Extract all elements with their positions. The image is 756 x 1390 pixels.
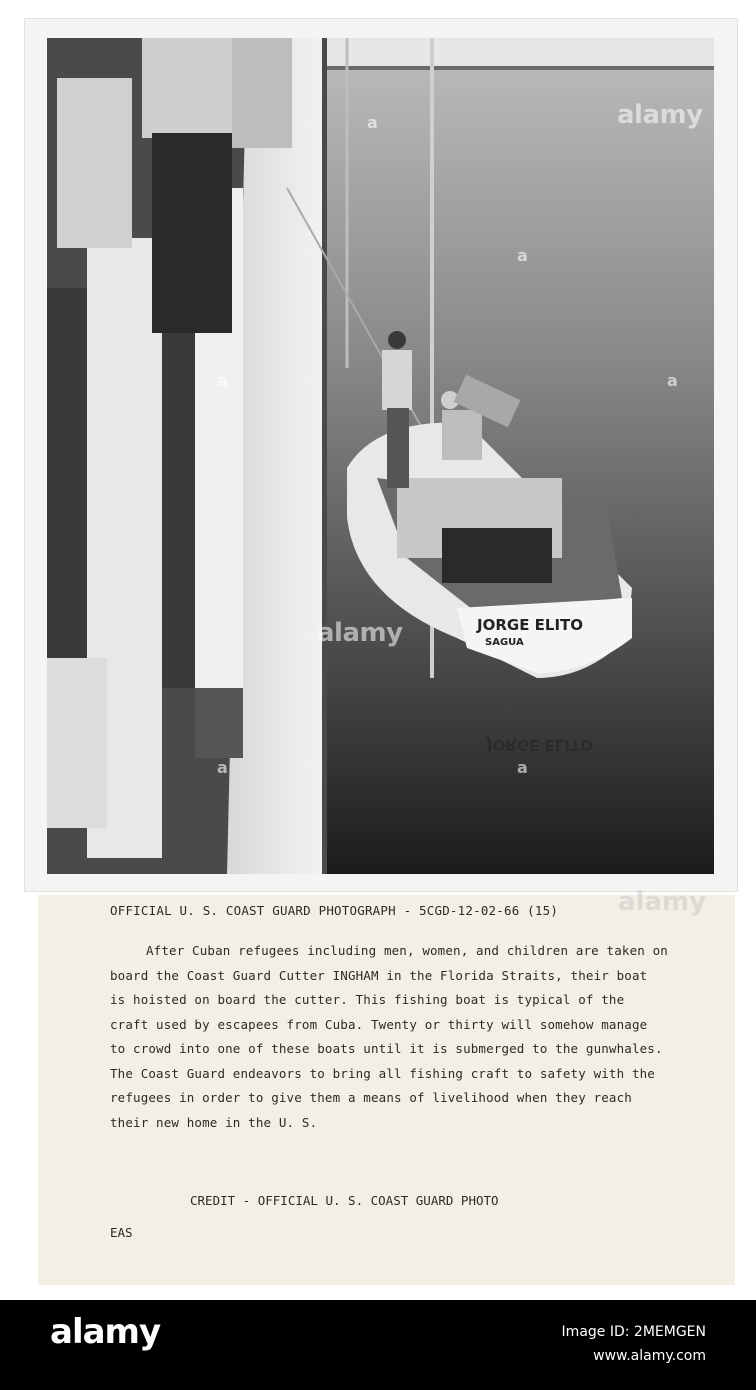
- alamy-watermark-caption: alamy: [618, 887, 707, 917]
- caption-body: After Cuban refugees including men, women, and children are taken on board the Coast Guard Cutter INGHAM in the Florida Straits, their boat is hoisted on board the cutter. This fishing boat is typical of the craft used by escapees from Cuba. Twenty or thirty will somehow manage to crowd into one of these boats until it is submerged to the gunwhales. The Coast Guard endeavors to bring all fishing craft to safety with the refugees in order to give them a means of livelihood when they reach their new home in the U. S.: [110, 943, 668, 1130]
- stock-footer: [0, 1300, 756, 1390]
- site-url[interactable]: www.alamy.com: [593, 1348, 706, 1364]
- photo-illustration: [47, 38, 714, 874]
- woman-figure: [442, 410, 482, 460]
- sailor-two: [232, 38, 292, 148]
- caption-card: [38, 887, 735, 1285]
- horizon: [317, 66, 714, 70]
- alamy-watermark-center: alamy: [317, 618, 403, 648]
- alamy-a-mark: a: [517, 758, 528, 777]
- boat-reflection: JORGE ELITO: [487, 736, 594, 754]
- stanchion-base: [195, 688, 243, 758]
- caption-header: OFFICIAL U. S. COAST GUARD PHOTOGRAPH - 5CGD-12-02-66 (15): [110, 903, 559, 918]
- canvas-bag: [47, 658, 107, 828]
- caption-credit: CREDIT - OFFICIAL U. S. COAST GUARD PHOTO: [190, 1193, 499, 1208]
- man-cap: [388, 331, 406, 349]
- winch: [57, 78, 132, 248]
- alamy-watermark: alamy: [617, 100, 703, 130]
- man-in-boat: [382, 350, 412, 410]
- man-trousers: [387, 408, 409, 488]
- boat-hold: [442, 528, 552, 583]
- boat-name: JORGE ELITO: [477, 616, 584, 634]
- alamy-a-mark: a: [217, 758, 228, 777]
- alamy-a-mark: a: [667, 371, 678, 390]
- sailor-shirt: [142, 38, 242, 138]
- alamy-a-mark: a: [217, 371, 228, 390]
- boat-port: SAGUA: [485, 637, 524, 648]
- sailor-trousers: [152, 133, 232, 333]
- alamy-logo[interactable]: alamy: [50, 1312, 161, 1352]
- sky: [317, 38, 714, 70]
- caption-initials: EAS: [110, 1225, 133, 1240]
- alamy-a-mark: a: [367, 113, 378, 132]
- image-id: Image ID: 2MEMGEN: [561, 1324, 706, 1340]
- alamy-a-mark: a: [517, 246, 528, 265]
- photograph: [47, 38, 714, 874]
